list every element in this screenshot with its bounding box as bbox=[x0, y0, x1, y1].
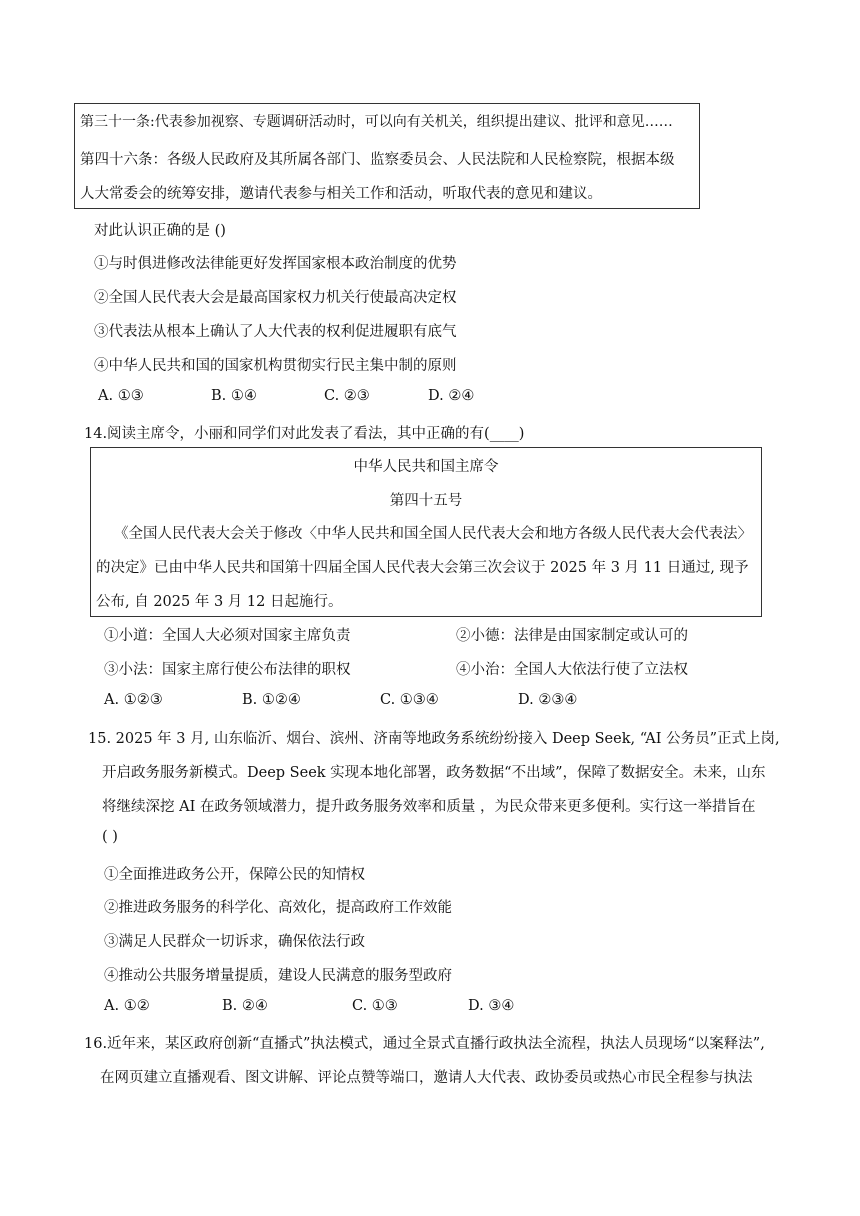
excerpt-line-3: 人大常委会的统筹安排，邀请代表参与相关工作和活动，听取代表的意见和建议。 bbox=[80, 186, 602, 202]
decree-line-2: 的决定》已由中华人民共和国第十四届全国人民代表大会第三次会议于 2025 年 3 月 11 日通过, 现予 bbox=[96, 560, 749, 576]
q14-choice-c: C. ①③④ bbox=[380, 692, 439, 708]
q14-choice-a: A. ①②③ bbox=[104, 692, 163, 708]
q13-option-2: ②全国人民代表大会是最高国家权力机关行使最高决定权 bbox=[94, 290, 457, 306]
q13-choice-c: C. ②③ bbox=[324, 388, 370, 404]
q13-choice-a: A. ①③ bbox=[98, 388, 144, 404]
q15-option-2: ②推进政务服务的科学化、高效化，提高政府工作效能 bbox=[104, 900, 452, 916]
q15-line-1: 15. 2025 年 3 月, 山东临沂、烟台、滨州、济南等地政务系统纷纷接入 Deep Seek, “AI 公务员”正式上岗, bbox=[88, 731, 780, 747]
q14-stem: 14.阅读主席令，小丽和同学们对此发表了看法，其中正确的有(____) bbox=[84, 426, 525, 442]
q15-option-4: ④推动公共服务增量提质，建设人民满意的服务型政府 bbox=[104, 968, 452, 984]
q13-stem: 对此认识正确的是 () bbox=[94, 223, 226, 239]
q14-option-2: ②小德：法律是由国家制定或认可的 bbox=[456, 628, 688, 644]
q13-option-3: ③代表法从根本上确认了人大代表的权利促进履职有底气 bbox=[94, 324, 457, 340]
q15-choice-d: D. ③④ bbox=[468, 998, 515, 1014]
q16-line-2: 在网页建立直播观看、图文讲解、评论点赞等端口，邀请人大代表、政协委员或热心市民全程参与执法 bbox=[100, 1070, 753, 1086]
q13-choice-d: D. ②④ bbox=[428, 388, 475, 404]
q15-line-2: 开启政务服务新模式。Deep Seek 实现本地化部署，政务数据“不出域”，保障了数据安全。未来，山东 bbox=[102, 765, 766, 781]
excerpt-line-1: 第三十一条:代表参加视察、专题调研活动时，可以向有关机关，组织提出建议、批评和意见…… bbox=[80, 114, 673, 130]
decree-title: 中华人民共和国主席令 bbox=[353, 459, 499, 475]
q13-choice-b: B. ①④ bbox=[211, 388, 257, 404]
decree-line-3: 公布, 自 2025 年 3 月 12 日起施行。 bbox=[96, 594, 343, 610]
q15-line-3: 将继续深挖 AI 在政务领域潜力，提升政务服务效率和质量 ，为民众带来更多便利。实行这一举措旨在 bbox=[102, 799, 756, 815]
q15-choice-a: A. ①② bbox=[104, 998, 150, 1014]
q13-option-1: ①与时俱进修改法律能更好发挥国家根本政治制度的优势 bbox=[94, 256, 457, 272]
q14-option-1: ①小道：全国人大必须对国家主席负责 bbox=[104, 628, 351, 644]
decree-number: 第四十五号 bbox=[389, 493, 463, 509]
q14-option-4: ④小治：全国人大依法行使了立法权 bbox=[456, 662, 688, 678]
excerpt-line-2: 第四十六条：各级人民政府及其所属各部门、监察委员会、人民法院和人民检察院，根据本级 bbox=[80, 152, 675, 168]
q14-choice-b: B. ①②④ bbox=[242, 692, 301, 708]
q14-option-3: ③小法：国家主席行使公布法律的职权 bbox=[104, 662, 351, 678]
q15-answer-blank: ( ) bbox=[102, 829, 118, 845]
decree-line-1: 《全国人民代表大会关于修改〈中华人民共和国全国人民代表大会和地方各级人民代表大会代表法〉 bbox=[114, 526, 752, 542]
q13-option-4: ④中华人民共和国的国家机构贯彻实行民主集中制的原则 bbox=[94, 358, 457, 374]
q15-choice-b: B. ②④ bbox=[222, 998, 268, 1014]
q14-choice-d: D. ②③④ bbox=[518, 692, 578, 708]
q15-choice-c: C. ①③ bbox=[352, 998, 398, 1014]
q16-line-1: 16.近年来，某区政府创新“直播式”执法模式，通过全景式直播行政执法全流程，执法人员现场“以案释法”, bbox=[84, 1036, 765, 1052]
q15-option-3: ③满足人民群众一切诉求，确保依法行政 bbox=[104, 934, 365, 950]
q15-option-1: ①全面推进政务公开，保障公民的知情权 bbox=[104, 867, 365, 883]
